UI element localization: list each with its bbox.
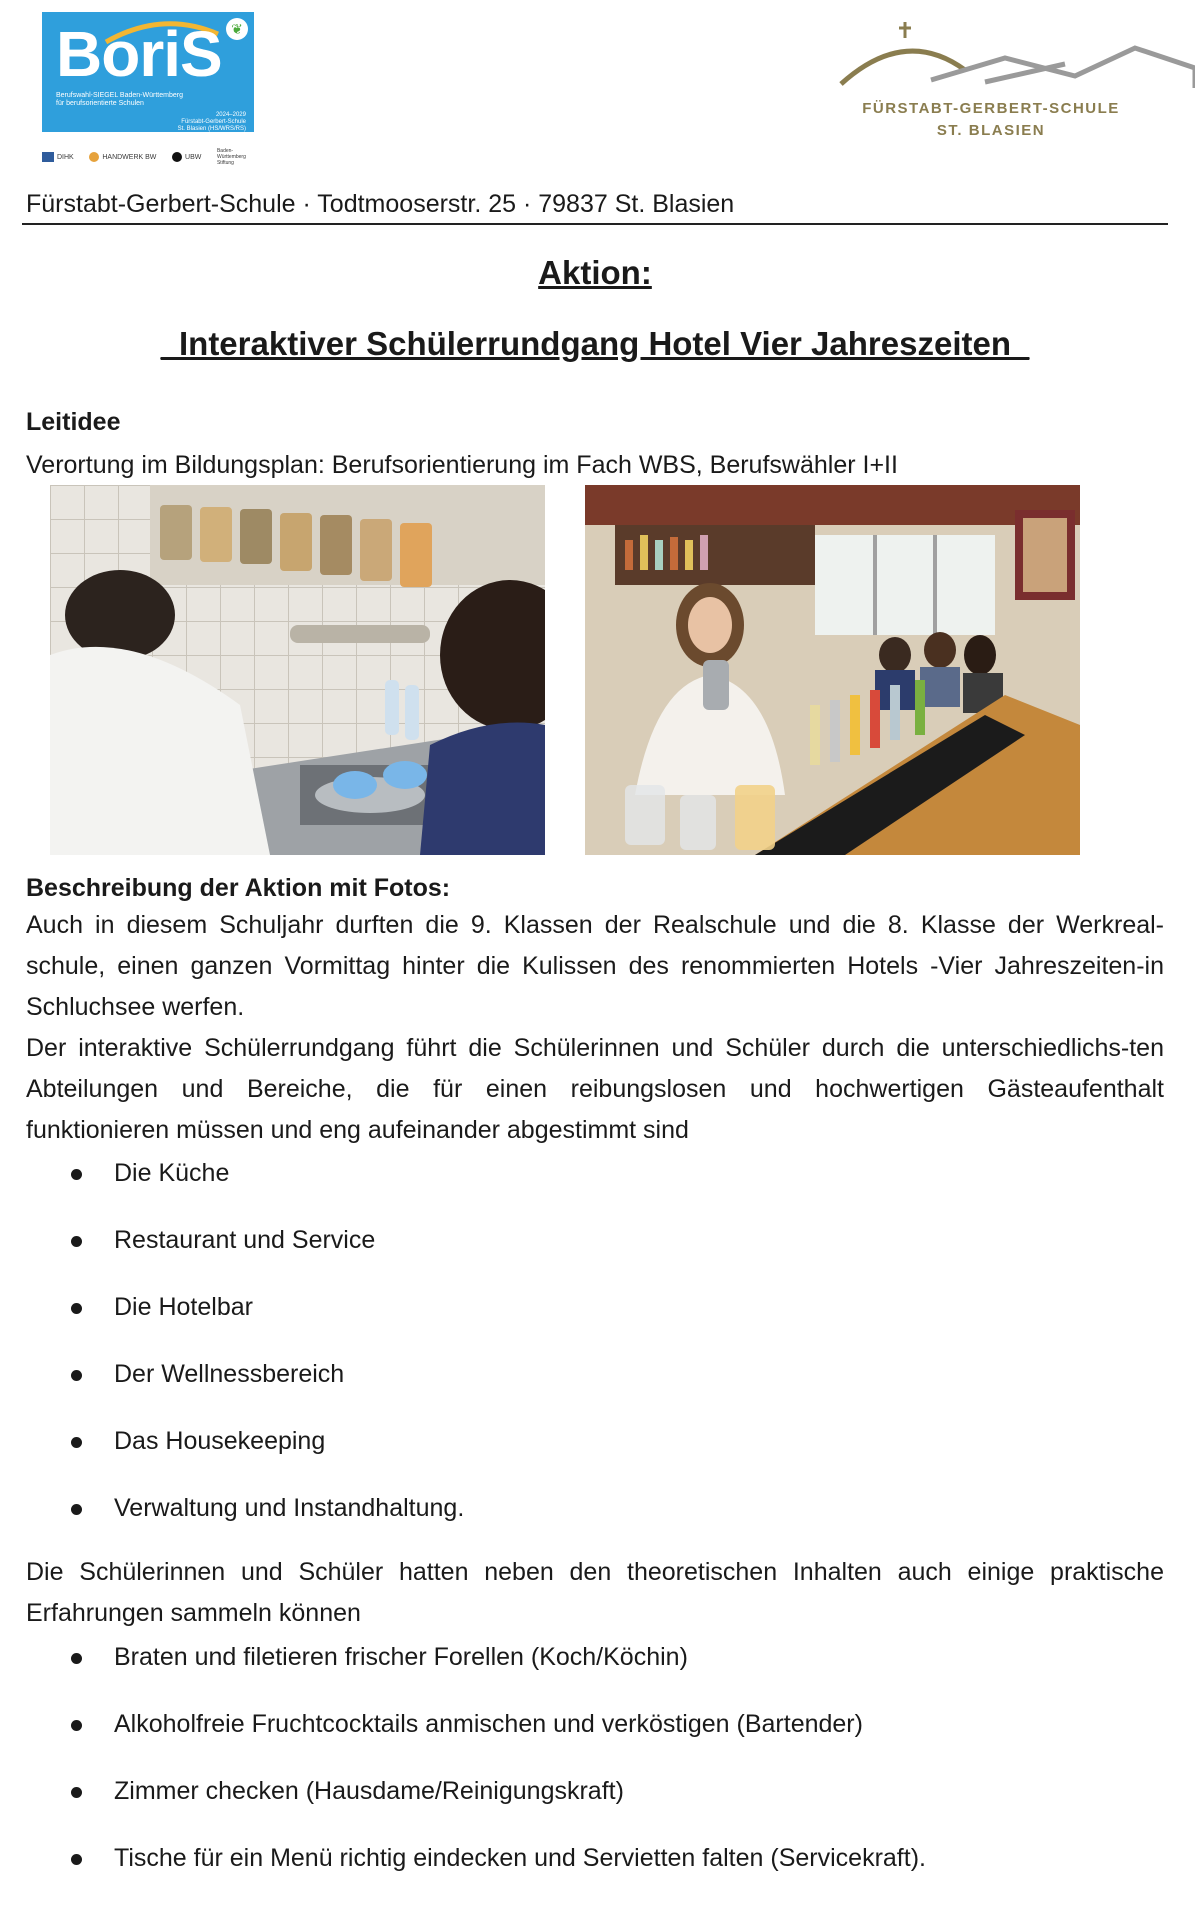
partner-label: UBW (185, 153, 202, 161)
boris-title: BoriS (56, 18, 222, 90)
dihk-icon (42, 152, 54, 162)
list-item (26, 1153, 464, 1220)
partner-logos (42, 148, 257, 166)
school-logo-line: FÜRSTABT-GERBERT-SCHULE (862, 100, 1120, 117)
leitidee-heading: Leitidee (26, 408, 121, 436)
boris-school-line: St. Blasien (HS/WRS/RS) (177, 126, 246, 132)
partner-logo-ubw (172, 152, 201, 162)
description-heading: Beschreibung der Aktion mit Fotos: (26, 874, 451, 902)
boris-subtitle-line: für berufsorientierte Schulen (56, 100, 144, 107)
kitchen-photo-icon (50, 485, 545, 855)
bullet-icon (71, 1720, 82, 1731)
leaf-icon: ❦ (226, 18, 248, 40)
boris-logo (42, 12, 254, 132)
bullet-icon (71, 1787, 82, 1798)
departments-list (26, 1153, 464, 1555)
list-item-text: Alkoholfreie Fruchtcocktails anmischen und verköstigen (Bartender) (114, 1710, 863, 1738)
list-item-text: Restaurant und Service (114, 1226, 376, 1254)
activities-list (26, 1637, 926, 1905)
bullet-icon (71, 1370, 82, 1381)
page-title: Aktion: (538, 254, 652, 291)
description-paragraph-3: Die Schülerinnen und Schüler hatten neben den theoretischen Inhalten auch einige praktische Erfahrungen sammeln können (26, 1558, 1164, 1627)
leitidee-text: Verortung im Bildungsplan: Berufsorientierung im Fach WBS, Berufswähler I+II (26, 451, 898, 479)
bullet-icon (71, 1437, 82, 1448)
list-item-text: Das Housekeeping (114, 1427, 326, 1455)
header-divider (22, 223, 1168, 225)
kitchen-photo (50, 485, 545, 855)
boris-subtitle-line: Berufswahl-SIEGEL Baden-Württemberg (56, 92, 183, 99)
hotel-bar-photo-icon (585, 485, 1080, 855)
list-item (26, 1421, 464, 1488)
bullet-icon (71, 1854, 82, 1865)
partner-logo-dihk (42, 152, 74, 162)
list-item (26, 1637, 926, 1704)
list-item-text: Verwaltung und Instandhaltung. (114, 1494, 465, 1522)
school-building-icon (835, 18, 1195, 108)
list-item-text: Braten und filetieren frischer Forellen (Koch/Köchin) (114, 1643, 688, 1671)
hotel-bar-photo (585, 485, 1080, 855)
list-item (26, 1838, 926, 1905)
school-logo (835, 18, 1195, 148)
list-item (26, 1488, 464, 1555)
partner-logo-handwerk (89, 152, 156, 162)
list-item (26, 1354, 464, 1421)
description-paragraph-2: Der interaktive Schülerrundgang führt die Schülerinnen und Schüler durch die unterschiedlichs-ten Abteilungen und Bereiche, die für einen reibungslosen und hochwertigen Gästeaufenthalt funktionieren müssen und eng aufeinander abgestimmt sind (26, 1034, 1164, 1144)
handwerk-icon (89, 152, 99, 162)
list-item-text: Tische für ein Menü richtig eindecken und Servietten falten (Servicekraft). (114, 1844, 926, 1872)
boris-subtitle (56, 92, 196, 108)
boris-school-info (156, 112, 246, 133)
list-item-text: Zimmer checken (Hausdame/Reinigungskraft) (114, 1777, 624, 1805)
bullet-icon (71, 1504, 82, 1515)
list-item-text: Die Hotelbar (114, 1293, 253, 1321)
list-item (26, 1771, 926, 1838)
list-item-text: Die Küche (114, 1159, 230, 1187)
bullet-icon (71, 1653, 82, 1664)
boris-school-line: Fürstabt-Gerbert-Schule (181, 119, 246, 125)
list-item (26, 1287, 464, 1354)
partner-label: DIHK (57, 153, 74, 161)
list-item-text: Der Wellnessbereich (114, 1360, 345, 1388)
partner-label: Baden-Württemberg Stiftung (216, 148, 246, 166)
list-item (26, 1704, 926, 1771)
partner-logo-bw-stiftung (217, 148, 257, 166)
description-paragraph-1: Auch in diesem Schuljahr durften die 9. Klassen der Realschule und die 8. Klasse der Werkreal-schule, einen ganzen Vormittag hinter die Kulissen des renommierten Hotels -Vier Jahreszeiten-in Schluchsee werfen. (26, 911, 1164, 1021)
school-logo-text (835, 98, 1195, 142)
school-address: Fürstabt-Gerbert-Schule · Todtmooserstr. 25 · 79837 St. Blasien (26, 190, 735, 218)
page-subtitle: _Interaktiver Schülerrundgang Hotel Vier Jahreszeiten_ (160, 325, 1030, 362)
bullet-icon (71, 1169, 82, 1180)
bullet-icon (71, 1303, 82, 1314)
list-item (26, 1220, 464, 1287)
partner-label: HANDWERK BW (102, 153, 157, 161)
school-logo-line: ST. BLASIEN (936, 122, 1046, 139)
boris-school-line: 2024–2029 (215, 112, 246, 118)
bullet-icon (71, 1236, 82, 1247)
ubw-icon (172, 152, 182, 162)
